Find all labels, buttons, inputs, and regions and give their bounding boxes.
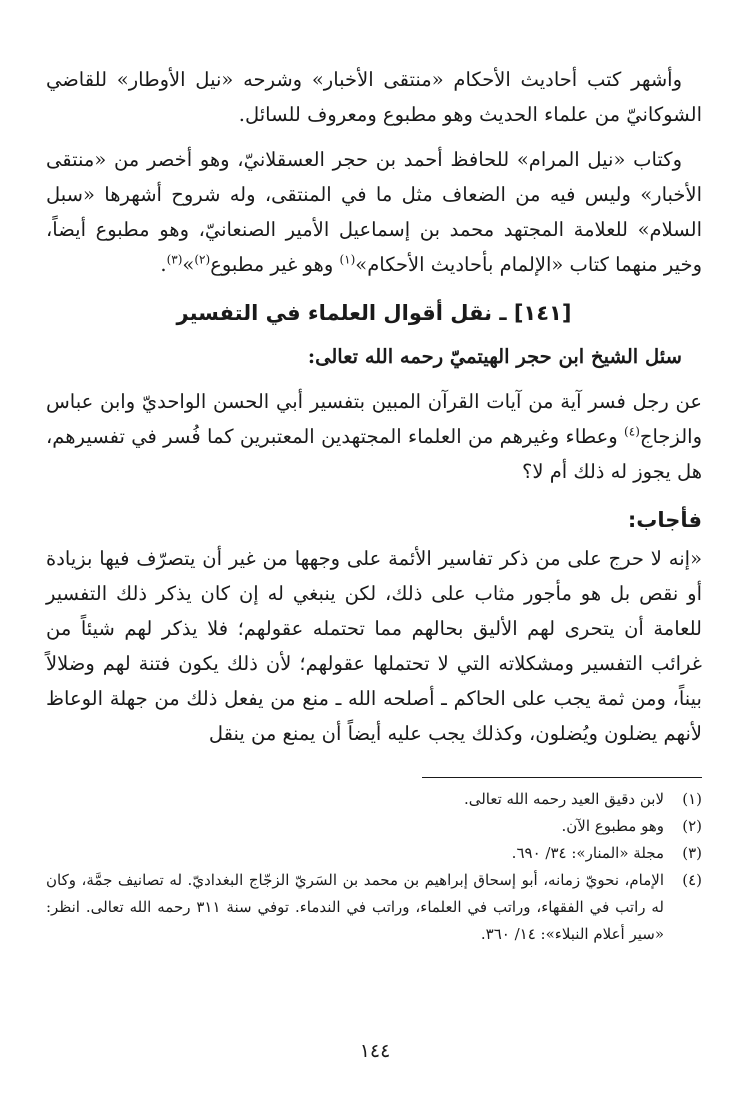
- paragraph-text: وكتاب «نيل المرام» للحافظ أحمد بن حجر العسقلانيّ، وهو أخصر من «منتقى الأخبار» وليس فيه من الضعاف مثل ما في المنتقى، وله شروح أشهرها «سبل السلام» للعلامة المجتهد محمد بن إسماعيل الأمير الصنعانيّ، وهو مطبوع أيضاً، وخير منهما كتاب «الإلمام بأحاديث الأحكام»: [46, 148, 702, 276]
- question-text: عن رجل فسر آية من آيات القرآن المبين بتفسير أبي الحسن الواحديّ وابن عباس والزجاج: [46, 390, 702, 448]
- paragraph-text: وهو غير مطبوع: [210, 253, 340, 276]
- answer-paragraph: [46, 541, 702, 751]
- question-paragraph: [46, 384, 702, 489]
- footnote-ref-2[interactable]: (٢): [194, 252, 211, 267]
- question-intro: سئل الشيخ ابن حجر الهيتميّ رحمه الله تعالى:: [307, 345, 682, 368]
- footnote-ref-3[interactable]: (٣): [166, 252, 183, 267]
- footnote-item: [46, 840, 702, 867]
- footnote-item: [46, 786, 702, 813]
- footnote-divider: [422, 777, 702, 778]
- question-text: وعطاء وغيرهم من العلماء المجتهدين المعتبرين كما فُسر في تفسيرهم، هل يجوز له ذلك أم لا؟: [46, 425, 702, 483]
- period: .: [160, 253, 167, 276]
- paragraph-nayl-al-maram: [46, 142, 702, 282]
- footnote-number: (٤): [682, 871, 702, 889]
- footnote-ref-1[interactable]: (١): [339, 252, 356, 267]
- footnote-item: [46, 813, 702, 840]
- paragraph-books-of-ahkam: [46, 62, 702, 132]
- answer-heading: فأجاب:: [627, 508, 702, 532]
- footnote-text: لابن دقيق العيد رحمه الله تعالى.: [463, 790, 664, 808]
- footnotes: [46, 786, 702, 948]
- footnote-number: (١): [682, 790, 702, 808]
- section-heading: [١٤١] ـ نقل أقوال العلماء في التفسير: [176, 301, 572, 325]
- page-number: ١٤٤: [359, 1040, 391, 1062]
- footnote-text: وهو مطبوع الآن.: [561, 817, 664, 835]
- paragraph-text: وأشهر كتب أحاديث الأحكام «منتقى الأخبار» وشرحه «نيل الأوطار» للقاضي الشوكانيّ من علماء الحديث وهو مطبوع ومعروف للسائل.: [46, 68, 702, 126]
- footnote-number: (٢): [682, 817, 702, 835]
- footnote-number: (٣): [682, 844, 702, 862]
- footnote-ref-4[interactable]: (٤): [624, 424, 640, 439]
- footnote-text: مجلة «المنار»: ٣٤/ ٦٩٠.: [511, 844, 664, 862]
- footnote-item: [46, 867, 702, 948]
- quote-mark: »: [182, 253, 195, 276]
- answer-text: «إنه لا حرج على من ذكر تفاسير الأئمة على وجهها من غير أن يتصرّف فيها بزيادة أو نقص بل هو مأجور مثاب على ذلك، لكن ينبغي له إن كان يذكر ذلك التفسير للعامة أن يتحرى لهم الأليق بحالهم مما تحتمله عقولهم؛ فلا يذكر لهم شيئاً من غرائب التفسير ومشكلاته التي لا تحتملها عقولهم؛ لأن ذلك يكون فتنة لهم وضلالاً بيناً، ومن ثمة يجب على الحاكم ـ أصلحه الله ـ منع من يفعل ذلك من جهلة الوعاظ لأنهم يضلون ويُضلون، وكذلك يجب عليه أيضاً أن يمنع من ينقل: [46, 547, 702, 745]
- footnote-text: الإمام، نحويّ زمانه، أبو إسحاق إبراهيم بن محمد بن السَريّ الزجّاج البغداديّ. له تصانيف جمَّة، وكان له راتب في الفقهاء، وراتب في العلماء، وراتب في الندماء. توفي سنة ٣١١ رحمه الله تعالى. انظر: «سير أعلام النبلاء»: ١٤/ ٣٦٠.: [46, 871, 664, 943]
